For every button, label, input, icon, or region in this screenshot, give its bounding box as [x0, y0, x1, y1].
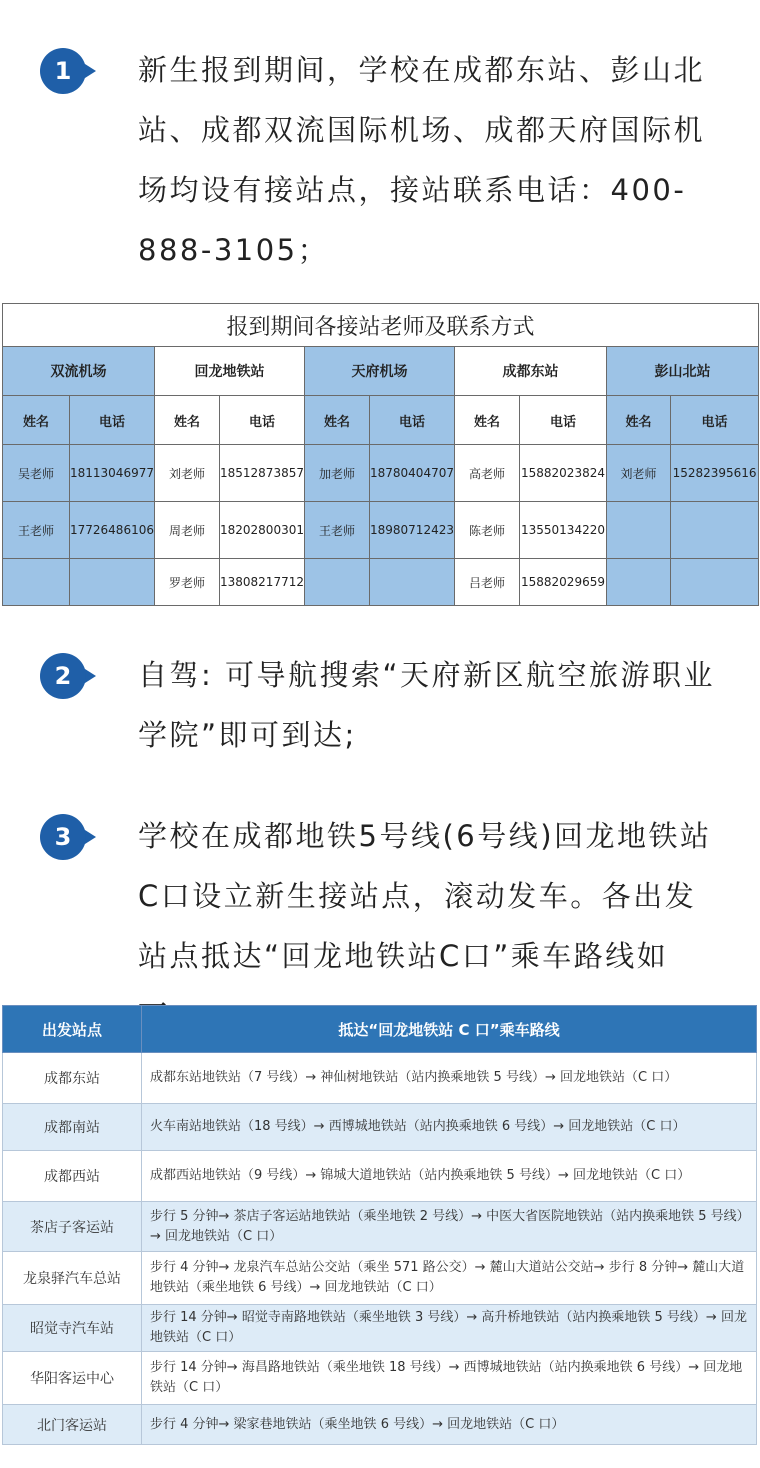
info-text-2: 自驾: 可导航搜索“天府新区航空旅游职业学院”即可到达;	[138, 658, 716, 752]
contact-row	[3, 502, 759, 559]
teacher-name	[607, 559, 671, 606]
name-column-header: 姓名	[607, 396, 671, 445]
teacher-phone: 13808217712	[220, 559, 305, 606]
name-column-header: 姓名	[155, 396, 220, 445]
phone-column-header: 电话	[220, 396, 305, 445]
station-header: 成都东站	[455, 347, 607, 396]
teacher-phone	[370, 559, 455, 606]
number-badge: 2	[40, 653, 86, 699]
teacher-name	[3, 559, 70, 606]
teacher-phone: 15882029659	[520, 559, 607, 606]
from-column-header: 出发站点	[3, 1006, 142, 1053]
teacher-phone: 18202800301	[220, 502, 305, 559]
teacher-phone: 13550134220	[520, 502, 607, 559]
teacher-name: 陈老师	[455, 502, 520, 559]
contacts-table	[2, 303, 759, 606]
teacher-phone: 18113046977	[70, 445, 155, 502]
name-column-header: 姓名	[305, 396, 370, 445]
number-marker-3	[40, 814, 114, 860]
station-header: 回龙地铁站	[155, 347, 305, 396]
route-column-header: 抵达“回龙地铁站 C 口”乘车路线	[142, 1006, 757, 1053]
phone-column-header: 电话	[70, 396, 155, 445]
route-description: 火车南站地铁站（18 号线）→ 西博城地铁站（站内换乘地铁 6 号线）→ 回龙地铁站（C 口）	[142, 1104, 757, 1151]
route-description: 成都西站地铁站（9 号线）→ 锦城大道地铁站（站内换乘地铁 5 号线）→ 回龙地铁站（C 口）	[142, 1151, 757, 1202]
route-row	[3, 1305, 757, 1352]
route-row	[3, 1252, 757, 1305]
departure-station: 昭觉寺汽车站	[3, 1305, 142, 1352]
station-header: 彭山北站	[607, 347, 759, 396]
teacher-phone: 17726486106	[70, 502, 155, 559]
teacher-name	[305, 559, 370, 606]
teacher-name: 周老师	[155, 502, 220, 559]
route-description: 步行 5 分钟→ 茶店子客运站地铁站（乘坐地铁 2 号线）→ 中医大省医院地铁站（站内换乘地铁 5 号线）→ 回龙地铁站（C 口）	[142, 1202, 757, 1252]
teacher-phone: 18980712423	[370, 502, 455, 559]
name-column-header: 姓名	[3, 396, 70, 445]
departure-station: 北门客运站	[3, 1405, 142, 1445]
contact-row	[3, 445, 759, 502]
route-row	[3, 1352, 757, 1405]
teacher-phone	[671, 502, 759, 559]
contacts-table-title: 报到期间各接站老师及联系方式	[3, 304, 759, 347]
teacher-name: 高老师	[455, 445, 520, 502]
routes-table	[2, 1005, 757, 1445]
station-header: 双流机场	[3, 347, 155, 396]
departure-station: 华阳客运中心	[3, 1352, 142, 1405]
route-row	[3, 1053, 757, 1104]
teacher-name: 王老师	[3, 502, 70, 559]
teacher-phone	[671, 559, 759, 606]
teacher-name: 加老师	[305, 445, 370, 502]
number-marker-1	[40, 48, 114, 94]
route-row	[3, 1405, 757, 1445]
departure-station: 成都西站	[3, 1151, 142, 1202]
teacher-name: 刘老师	[607, 445, 671, 502]
phone-column-header: 电话	[671, 396, 759, 445]
route-description: 步行 4 分钟→ 梁家巷地铁站（乘坐地铁 6 号线）→ 回龙地铁站（C 口）	[142, 1405, 757, 1445]
teacher-name: 吴老师	[3, 445, 70, 502]
departure-station: 龙泉驿汽车总站	[3, 1252, 142, 1305]
departure-station: 成都南站	[3, 1104, 142, 1151]
route-row	[3, 1104, 757, 1151]
route-description: 成都东站地铁站（7 号线）→ 神仙树地铁站（站内换乘地铁 5 号线）→ 回龙地铁站（C 口）	[142, 1053, 757, 1104]
teacher-phone: 15282395616	[671, 445, 759, 502]
teacher-name: 刘老师	[155, 445, 220, 502]
teacher-name	[607, 502, 671, 559]
route-description: 步行 14 分钟→ 昭觉寺南路地铁站（乘坐地铁 3 号线）→ 高升桥地铁站（站内换乘地铁 5 号线）→ 回龙地铁站（C 口）	[142, 1305, 757, 1352]
station-header: 天府机场	[305, 347, 455, 396]
teacher-name: 吕老师	[455, 559, 520, 606]
departure-station: 茶店子客运站	[3, 1202, 142, 1252]
number-marker-2	[40, 653, 114, 699]
phone-column-header: 电话	[520, 396, 607, 445]
contact-row	[3, 559, 759, 606]
teacher-name: 王老师	[305, 502, 370, 559]
teacher-phone: 18780404707	[370, 445, 455, 502]
route-row	[3, 1202, 757, 1252]
info-text-3: 学校在成都地铁5号线(6号线)回龙地铁站C口设立新生接站点，滚动发车。各出发站点抵达“回龙地铁站C口”乘车路线如	[138, 819, 712, 973]
route-description: 步行 14 分钟→ 海昌路地铁站（乘坐地铁 18 号线）→ 西博城地铁站（站内换乘地铁 6 号线）→ 回龙地铁站（C 口）	[142, 1352, 757, 1405]
teacher-name: 罗老师	[155, 559, 220, 606]
route-description: 步行 4 分钟→ 龙泉汽车总站公交站（乘坐 571 路公交）→ 麓山大道站公交站→ 步行 8 分钟→ 麓山大道地铁站（乘坐地铁 6 号线）→ 回龙地铁站（C 口）	[142, 1252, 757, 1305]
teacher-phone: 15882023824	[520, 445, 607, 502]
teacher-phone	[70, 559, 155, 606]
name-column-header: 姓名	[455, 396, 520, 445]
phone-column-header: 电话	[370, 396, 455, 445]
teacher-phone: 18512873857	[220, 445, 305, 502]
number-badge: 1	[40, 48, 86, 94]
number-badge: 3	[40, 814, 86, 860]
route-row	[3, 1151, 757, 1202]
info-text-1: 新生报到期间，学校在成都东站、彭山北站、成都双流国际机场、成都天府国际机场均设有接站点，接站联系电话：400-888-3105；	[138, 53, 706, 267]
departure-station: 成都东站	[3, 1053, 142, 1104]
